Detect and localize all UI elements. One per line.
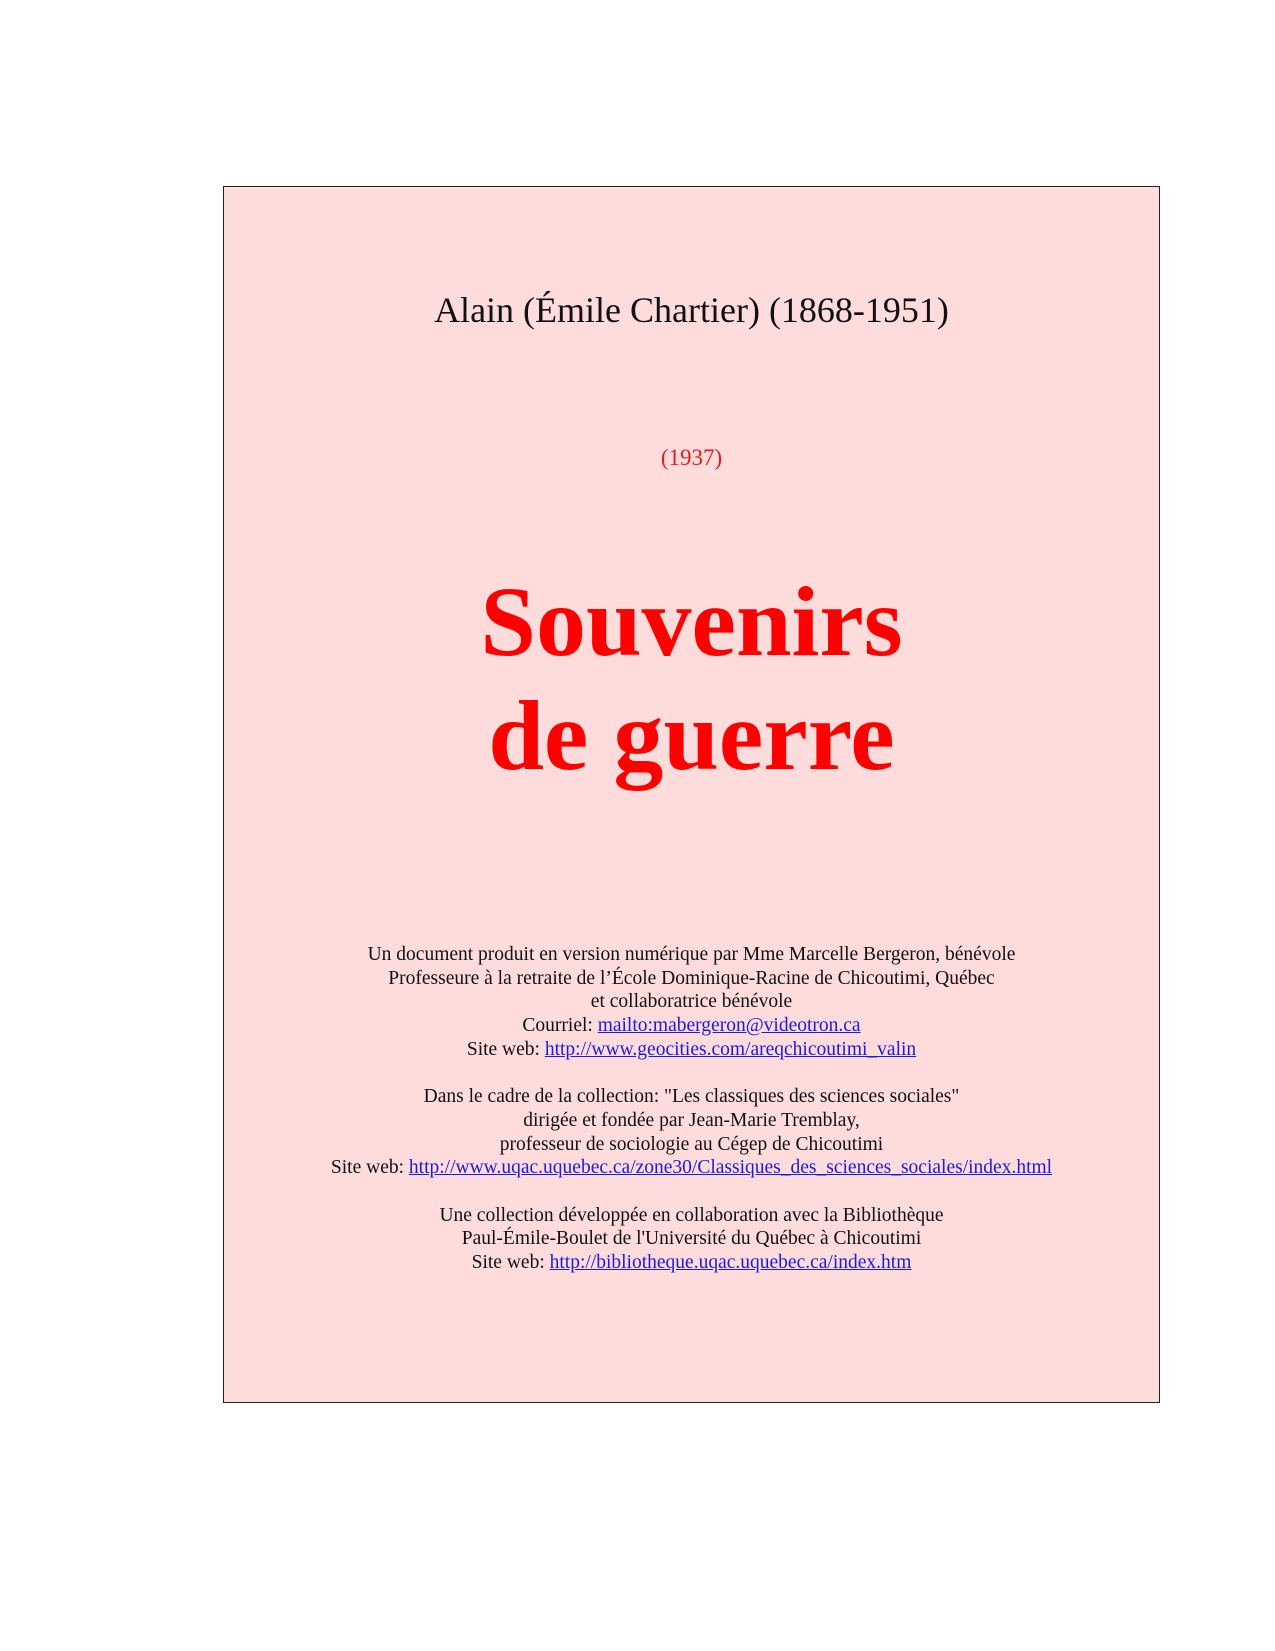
site-label: Site web: — [330, 1157, 409, 1179]
site-label: Site web: — [466, 1038, 545, 1060]
spacer — [224, 1062, 1159, 1086]
credits-line: professeur de sociologie au Cégep de Chicoutimi — [499, 1133, 884, 1155]
cover-page — [223, 186, 1160, 1403]
bibliotheque-site-link[interactable]: http://bibliotheque.uqac.uquebec.ca/index.htm — [549, 1252, 912, 1274]
book-title-line-2: de guerre — [488, 680, 895, 791]
publication-year: (1937) — [660, 445, 723, 470]
classiques-site-link[interactable]: http://www.uqac.uquebec.ca/zone30/Classiques_des_sciences_sociales/index.html — [408, 1157, 1053, 1179]
site-label: Site web: — [471, 1252, 550, 1274]
email-line — [224, 1014, 1159, 1038]
site-line — [224, 1038, 1159, 1062]
site-line — [224, 1251, 1159, 1275]
book-title — [224, 565, 1159, 793]
credits-line: Une collection développée en collaboration avec la Bibliothèque — [439, 1204, 944, 1226]
geocities-site-link[interactable]: http://www.geocities.com/areqchicoutimi_valin — [544, 1038, 917, 1060]
credits-line: Paul-Émile-Boulet de l'Université du Québec à Chicoutimi — [461, 1228, 922, 1250]
credits-line: Professeure à la retraite de l’École Dominique-Racine de Chicoutimi, Québec — [388, 967, 995, 989]
credits-section — [224, 943, 1159, 1275]
book-title-line-1: Souvenirs — [480, 566, 903, 677]
email-label: Courriel: — [522, 1015, 598, 1037]
credits-line: Un document produit en version numérique par Mme Marcelle Bergeron, bénévole — [367, 944, 1016, 965]
spacer — [224, 1180, 1159, 1204]
credits-line: et collaboratrice bénévole — [590, 991, 793, 1013]
author-heading: Alain (Émile Chartier) (1868-1951) — [434, 290, 949, 330]
credits-line: dirigée et fondée par Jean-Marie Tremblay, — [523, 1109, 860, 1131]
site-line — [224, 1156, 1159, 1180]
email-link[interactable]: mailto:mabergeron@videotron.ca — [597, 1015, 861, 1037]
credits-line: Dans le cadre de la collection: "Les classiques des sciences sociales" — [423, 1086, 960, 1108]
